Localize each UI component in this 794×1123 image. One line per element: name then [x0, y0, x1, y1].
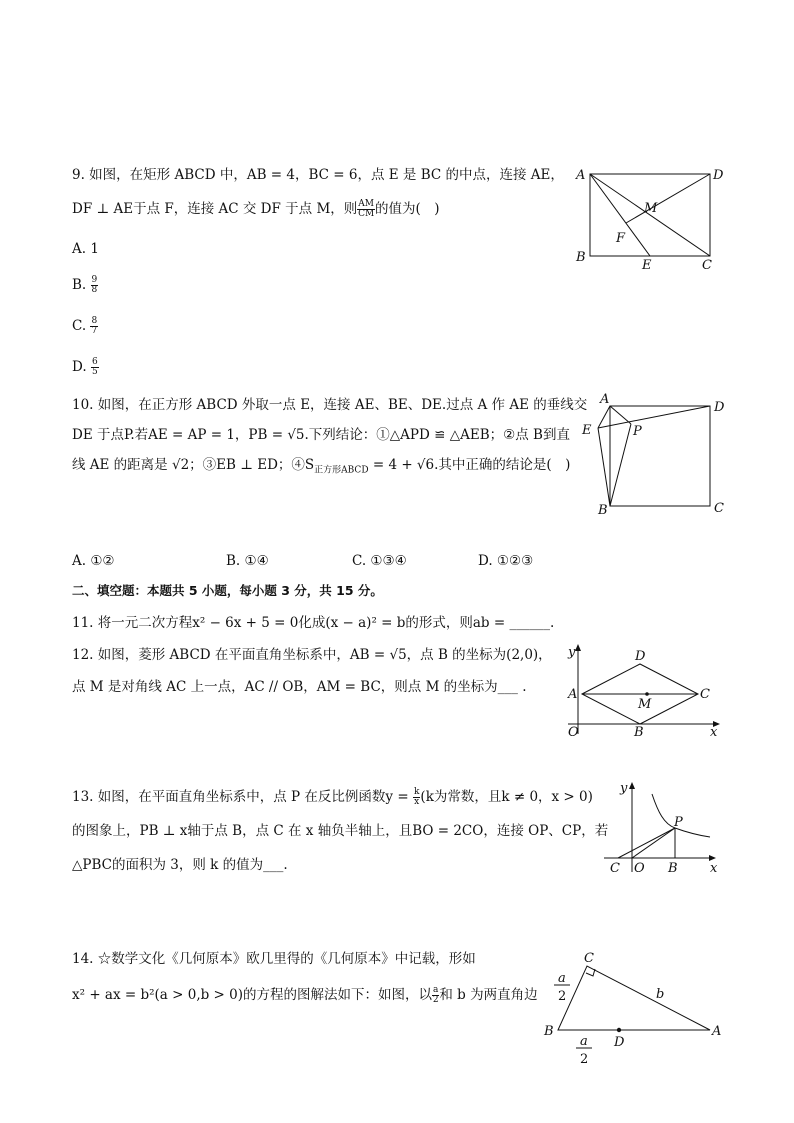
q10-square-figure: [578, 390, 738, 520]
q10-line-eb: [598, 428, 610, 506]
q14-label-a-left: a: [558, 971, 566, 986]
q10-line1: 10. 如图，在正方形 ABCD 外取一点 E，连接 AE、BE、DE.过点 A 作 AE 的垂线交: [72, 397, 588, 413]
q9-option-a: A. 1: [72, 241, 99, 257]
section2-heading: 二、填空题：本题共 5 小题，每小题 3 分，共 15 分。: [72, 583, 383, 598]
q10-label-p: P: [633, 424, 642, 439]
q9-frac-den: CM: [358, 209, 375, 219]
q13-label-x: x: [710, 861, 718, 876]
q9-line2-post: 的值为( ): [375, 201, 440, 217]
q10-line3-post: = 4 + √6.其中正确的结论是( ): [368, 457, 571, 473]
q13-label-b: B: [668, 861, 678, 876]
q12-label-c: C: [700, 687, 710, 702]
q10-option-a: A. ①②: [72, 553, 115, 569]
q13-line2: 的图象上，PB ⊥ x轴于点 B，点 C 在 x 轴负半轴上，且BO = 2CO，连接 OP、CP，若: [72, 823, 609, 839]
q9-option-b-fraction: [91, 276, 99, 295]
q10-option-c: C. ①③④: [352, 553, 407, 569]
q14-line2: [72, 986, 538, 1005]
q13-label-y: y: [620, 781, 628, 796]
q9-option-d-num: 6: [91, 357, 98, 367]
q14-triangle-abc: [558, 966, 710, 1030]
q10-label-e: E: [582, 423, 592, 438]
q12-line1: 12. 如图，菱形 ABCD 在平面直角坐标系中，AB = √5，点 B 的坐标为(2,0)，: [72, 647, 552, 663]
q12-rhombus-figure: [560, 642, 730, 742]
q14-label-a: A: [712, 1024, 722, 1039]
q13-frac-num: k: [413, 787, 420, 797]
q9-label-f: F: [616, 231, 626, 246]
q13-label-o: O: [634, 861, 645, 876]
q14-label-b: B: [544, 1024, 554, 1039]
q12-label-b: B: [634, 725, 644, 740]
q13-line1: [72, 788, 593, 807]
q10-line-ae: [598, 406, 610, 428]
q12-label-m: M: [638, 697, 652, 712]
q14-line1: 14. ☆数学文化《几何原本》欧几里得的《几何原本》中记载，形如: [72, 951, 476, 967]
q14-label-side-b: b: [656, 987, 665, 1002]
q13-y-arrow: [629, 782, 635, 789]
q14-right-angle-mark: [586, 969, 595, 976]
q10-option-b: B. ①④: [226, 553, 269, 569]
q10-label-d: D: [714, 400, 725, 415]
q13-label-p: P: [674, 815, 683, 830]
q11-text: 11. 将一元二次方程x² − 6x + 5 = 0化成(x − a)² = b的形式，则ab = ______.: [72, 615, 555, 631]
q13-line1-pre: 13. 如图，在平面直角坐标系中，点 P 在反比例函数y =: [72, 789, 413, 805]
q9-option-c: [72, 317, 98, 336]
q10-line2: DE 于点P.若AE = AP = 1，PB = √5.下列结论：①△APD ≌ △AEB；②点 B到直: [72, 427, 570, 443]
q14-frac-num: a: [433, 985, 439, 995]
q9-frac-num: AM: [358, 199, 374, 209]
q10-line-pb: [610, 424, 631, 506]
q9-option-b-label: B.: [72, 277, 87, 293]
q10-line3-sub: 正方形ABCD: [314, 465, 369, 476]
q9-option-b-den: 8: [91, 285, 98, 295]
q10-line3: [72, 456, 570, 480]
q9-rectangle-figure: [570, 160, 730, 275]
q10-line-ap: [610, 406, 631, 424]
q9-option-c-label: C.: [72, 318, 87, 334]
q10-label-b: B: [598, 503, 608, 518]
q13-line-cp: [618, 828, 675, 858]
q14-frac-den: 2: [432, 995, 439, 1005]
q14-label-c: C: [584, 951, 594, 966]
q14-label-2-left: 2: [558, 989, 567, 1004]
q14-label-d: D: [614, 1035, 625, 1050]
q12-label-d: D: [635, 649, 646, 664]
q9-label-d: D: [713, 168, 724, 183]
q9-option-d: [72, 358, 99, 377]
q9-fraction: [357, 200, 375, 219]
q13-frac-den: x: [414, 797, 420, 807]
q12-line2: 点 M 是对角线 AC 上一点，AC // OB，AM = BC，则点 M 的坐标为___ .: [72, 679, 527, 695]
q14-label-2-bottom: 2: [580, 1052, 589, 1067]
q13-label-c: C: [610, 861, 620, 876]
q10-label-a: A: [600, 392, 610, 407]
q12-label-x: x: [710, 725, 718, 740]
q13-line3: △PBC的面积为 3，则 k 的值为___.: [72, 857, 288, 873]
q14-label-a-bottom: a: [580, 1034, 588, 1049]
q9-option-d-fraction: [91, 358, 99, 377]
q9-option-d-den: 5: [91, 367, 98, 377]
q10-square-abcd: [610, 406, 710, 506]
q9-line1: 9. 如图，在矩形 ABCD 中，AB = 4，BC = 6，点 E 是 BC 的中点，连接 AE，: [72, 167, 564, 183]
q12-label-o: O: [568, 725, 579, 740]
q14-triangle-figure: [540, 950, 730, 1070]
q9-label-c: C: [702, 258, 712, 273]
q9-label-b: B: [576, 250, 586, 265]
q9-option-c-num: 8: [91, 316, 98, 326]
q10-line3-pre: 线 AE 的距离是 √2；③EB ⊥ ED；④S: [72, 457, 315, 473]
q14-line2-post: 和 b 为两直角边: [439, 987, 538, 1003]
q10-option-d: D. ①②③: [478, 553, 534, 569]
q14-point-d: [617, 1028, 621, 1032]
q9-label-e: E: [642, 258, 652, 273]
q12-point-m: [645, 692, 649, 696]
q13-line1-post: (k为常数，且k ≠ 0，x > 0): [420, 789, 593, 805]
q13-hyperbola-figure: [600, 780, 725, 880]
q12-y-arrow: [575, 644, 581, 651]
q13-line-op: [632, 828, 675, 858]
q9-option-d-label: D.: [72, 359, 87, 375]
q10-label-c: C: [714, 501, 724, 516]
q9-option-b-num: 9: [91, 275, 98, 285]
q9-line2: [72, 200, 440, 219]
q9-line2-pre: DF ⊥ AE于点 F，连接 AC 交 DF 于点 M，则: [72, 201, 358, 217]
q9-label-a: A: [576, 168, 586, 183]
q9-option-b: [72, 276, 98, 295]
q9-label-m: M: [644, 201, 658, 216]
q10-line-ed: [598, 406, 710, 428]
q9-option-c-den: 7: [91, 326, 98, 336]
q12-label-a: A: [568, 687, 578, 702]
q12-label-y: y: [568, 645, 576, 660]
q9-line-df: [626, 174, 710, 223]
q14-line2-pre: x² + ax = b²(a > 0,b > 0)的方程的图解法如下：如图，以: [72, 987, 433, 1003]
q9-option-c-fraction: [90, 317, 98, 336]
